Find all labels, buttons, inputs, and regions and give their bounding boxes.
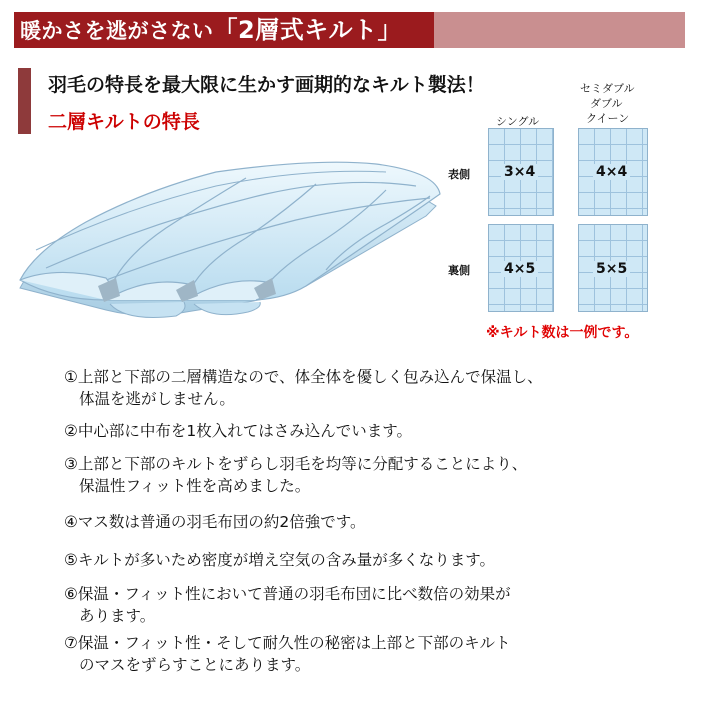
banner-title-block — [14, 12, 434, 48]
feature-1-line2: 体温を逃がしません。 — [79, 390, 235, 408]
feature-6-line1: ⑥保温・フィット性において普通の羽毛布団に比べ数倍の効果が — [64, 585, 511, 603]
feature-7-line1: ⑦保温・フィット性・そして耐久性の秘密は上部と下部のキルト — [64, 634, 511, 652]
banner-title — [20, 15, 402, 46]
header-banner — [14, 12, 685, 48]
feature-2-line1: ②中心部に中布を1枚入れてはさみ込んでいます。 — [64, 422, 413, 440]
feature-6-line2: あります。 — [79, 607, 156, 625]
feature-item-3 — [64, 453, 664, 497]
grid-single-front — [488, 128, 554, 216]
size-label-double-3: クイーン — [586, 112, 630, 125]
lead-accent-bar — [18, 68, 31, 134]
banner-title-accent: 「2層式キルト」 — [213, 16, 402, 44]
row-label-front: 表側 — [448, 168, 470, 181]
feature-3-line1: ③上部と下部のキルトをずらし羽毛を均等に分配することにより、 — [64, 455, 528, 473]
feature-item-2 — [64, 420, 664, 442]
banner-title-prefix: 暖かさを逃がさない — [20, 19, 214, 43]
feature-item-1 — [64, 366, 664, 410]
feature-4-line1: ④マス数は普通の羽毛布団の約2倍強です。 — [64, 513, 366, 531]
feature-item-6 — [64, 583, 664, 627]
lead-subtitle: 二層キルトの特長 — [48, 111, 200, 133]
feature-item-7 — [64, 632, 664, 676]
feature-7-line2: のマスをずらすことにあります。 — [79, 656, 311, 674]
grid-single-back — [488, 224, 554, 312]
grid-count-single-front: 3×4 — [501, 164, 538, 180]
feature-3-line2: 保温性フィット性を高めました。 — [79, 477, 311, 495]
feature-5-line1: ⑤キルトが多いため密度が増え空気の含み量が多くなります。 — [64, 551, 496, 569]
grid-double-front — [578, 128, 648, 216]
grid-count-double-back: 5×5 — [593, 261, 630, 277]
quilt-illustration — [16, 150, 446, 330]
lead-title: 羽毛の特長を最大限に生かす画期的なキルト製法！ — [48, 74, 485, 96]
size-label-single: シングル — [496, 115, 540, 128]
feature-item-5 — [64, 549, 664, 571]
grid-count-single-back: 4×5 — [501, 261, 538, 277]
size-label-double-1: セミダブル — [580, 82, 635, 95]
feature-1-line1: ①上部と下部の二層構造なので、体全体を優しく包み込んで保温し、 — [64, 368, 543, 386]
row-label-back: 裏側 — [448, 264, 470, 277]
size-label-double-2: ダブル — [590, 97, 623, 110]
grid-count-double-front: 4×4 — [593, 164, 630, 180]
feature-item-4 — [64, 511, 664, 533]
quilt-count-note: ※キルト数は一例です。 — [486, 325, 639, 341]
grid-double-back — [578, 224, 648, 312]
